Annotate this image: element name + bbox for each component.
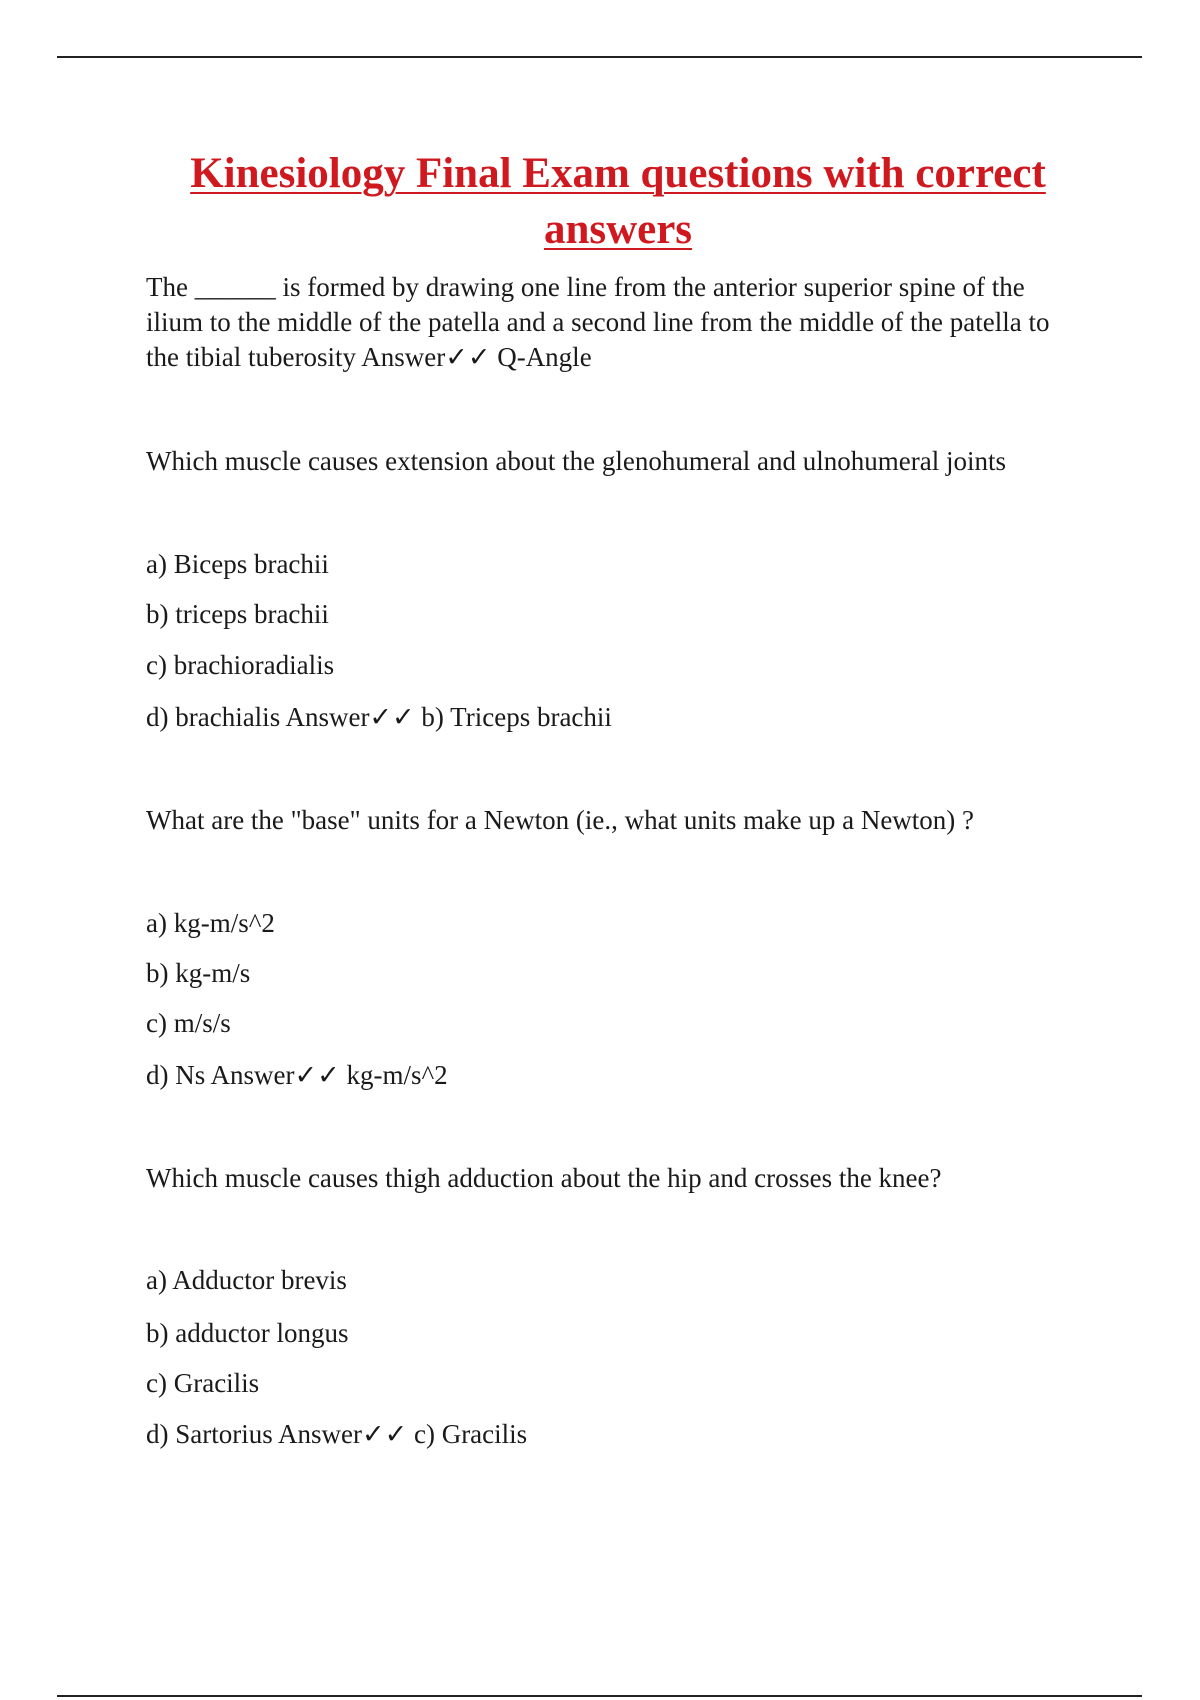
- question-3-option-b: b) kg-m/s: [146, 958, 251, 988]
- question-3-option-c: c) m/s/s: [146, 1008, 231, 1038]
- question-4-option-a: a) Adductor brevis: [146, 1265, 347, 1295]
- question-2-option-b: b) triceps brachii: [146, 599, 329, 629]
- question-4-option-c: c) Gracilis: [146, 1368, 260, 1398]
- question-2-option-d: d) brachialis Answer✓✓ b) Triceps brachii: [146, 702, 612, 732]
- question-4-text: Which muscle causes thigh adduction about the hip and crosses the knee?: [146, 1163, 942, 1193]
- question-1-text: The ______ is formed by drawing one line from the anterior superior spine of the ilium to the middle of the patella and a second line from the middle of the patella to the tibial tuberosity Answer✓✓ Q-Angle: [146, 272, 1050, 372]
- document-title: Kinesiology Final Exam questions with correct answers: [190, 150, 1046, 253]
- question-3-option-d: d) Ns Answer✓✓ kg-m/s^2: [146, 1060, 448, 1090]
- question-3-text: What are the "base" units for a Newton (ie., what units make up a Newton) ?: [146, 805, 975, 835]
- top-rule: [57, 56, 1142, 58]
- question-4-option-b: b) adductor longus: [146, 1318, 349, 1348]
- bottom-rule: [57, 1695, 1142, 1697]
- question-2-option-c: c) brachioradialis: [146, 650, 335, 680]
- question-2-option-a: a) Biceps brachii: [146, 549, 329, 579]
- question-4-option-d: d) Sartorius Answer✓✓ c) Gracilis: [146, 1419, 528, 1449]
- question-3-option-a: a) kg-m/s^2: [146, 908, 275, 938]
- question-2-text: Which muscle causes extension about the glenohumeral and ulnohumeral joints: [146, 446, 1007, 476]
